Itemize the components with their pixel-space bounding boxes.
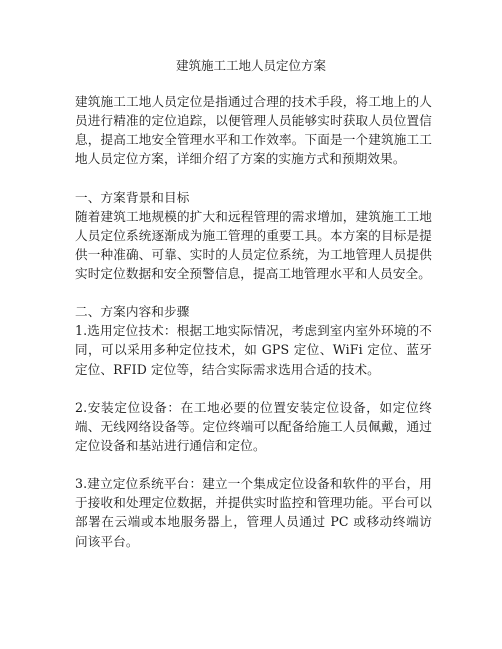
document-body bbox=[75, 92, 432, 551]
intro-paragraph: 建筑施工工地人员定位是指通过合理的技术手段，将工地上的人员进行精准的定位追踪，以便管理人员能够实时获取人员位置信息，提高工地安全管理水平和工作效率。下面是一个建筑施工工地人员定位方案，详细介绍了方案的实施方式和预期效果。 bbox=[75, 94, 432, 167]
section-2-item-3: 3.建立定位系统平台：建立一个集成定位设备和软件的平台，用于接收和处理定位数据，并提供实时监控和管理功能。平台可以部署在云端或本地服务器上，管理人员通过 PC 或移动终端访问该平台。 bbox=[75, 476, 432, 549]
section-2-item-2: 2.安装定位设备：在工地必要的位置安装定位设备，如定位终端、无线网络设备等。定位终端可以配备给施工人员佩戴，通过定位设备和基站进行通信和定位。 bbox=[75, 399, 432, 453]
section-1-paragraph: 随着建筑工地规模的扩大和远程管理的需求增加，建筑施工工地人员定位系统逐渐成为施工管理的重要工具。本方案的目标是提供一种准确、可靠、实时的人员定位系统，为工地管理人员提供实时定位数据和安全预警信息，提高工地管理水平和人员安全。 bbox=[75, 208, 432, 281]
section-1-heading: 一、方案背景和目标 bbox=[75, 189, 190, 205]
section-2-heading: 二、方案内容和步骤 bbox=[75, 304, 190, 320]
section-2-item-1: 1.选用定位技术：根据工地实际情况，考虑到室内室外环境的不同，可以采用多种定位技术，如 GPS 定位、WiFi 定位、蓝牙定位、RFID 定位等，结合实际需求选用合适的技术。 bbox=[75, 323, 432, 377]
document-title: 建筑施工工地人员定位方案 bbox=[175, 58, 326, 73]
